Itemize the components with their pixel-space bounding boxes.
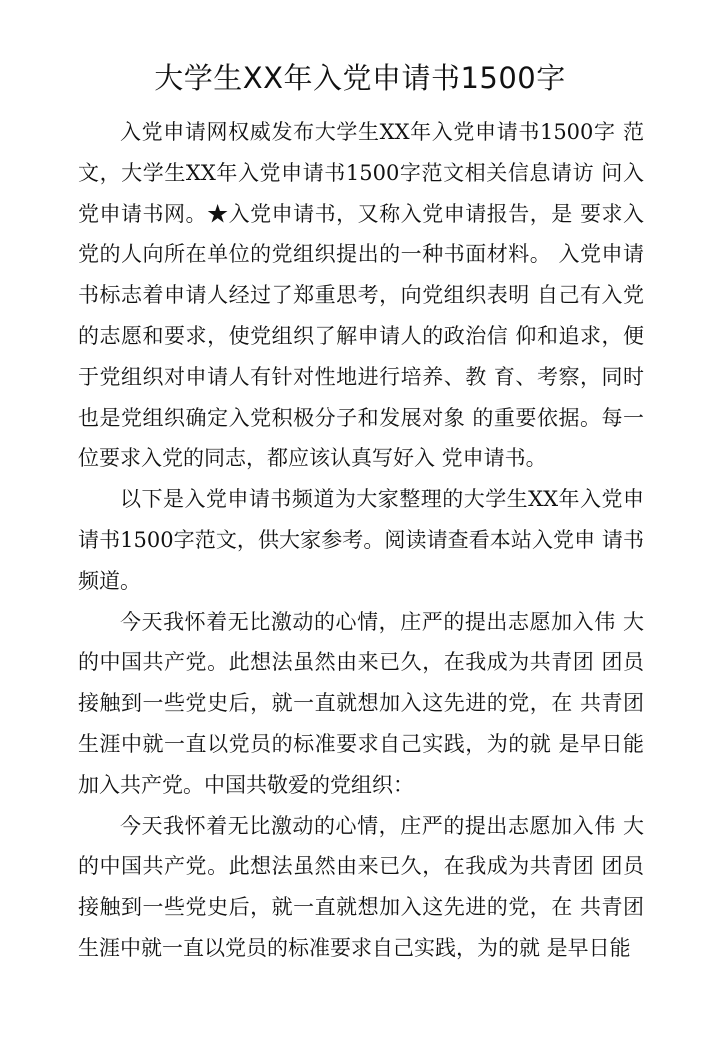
paragraph-1: 入党申请网权威发布大学生XX年入党申请书1500字 范文，大学生XX年入党申请书1500字范文相关信息请访 问入党申请书网。★入党申请书，又称入党申请报告，是 要求入党的人向所在单位的党组织提出的一种书面材料。 入党申请书标志着申请人经过了郑重思考，向党组织表明 自己有入党的志愿和要求，使党组织了解申请人的政治信 仰和追求，便于党组织对申请人有针对性地进行培养、教 育、考察，同时也是党组织确定入党积极分子和发展对象 的重要依据。每一位要求入党的同志，都应该认真写好入 党申请书。 [78,120,644,471]
paragraph-4: 今天我怀着无比激动的心情，庄严的提出志愿加入伟 大的中国共产党。此想法虽然由来已久，在我成为共青团 团员接触到一些党史后，就一直就想加入这先进的党，在 共青团生涯中就一直以党员的标准要求自己实践，为的就 是早日能 [78,813,644,960]
paragraph-3: 今天我怀着无比激动的心情，庄严的提出志愿加入伟 大的中国共产党。此想法虽然由来已久，在我成为共青团 团员接触到一些党史后，就一直就想加入这先进的党，在 共青团生涯中就一直以党员的标准要求自己实践，为的就 是早日能加入共产党。中国共敬爱的党组织： [78,609,644,797]
paragraph-2: 以下是入党申请书频道为大家整理的大学生XX年入党申请书1500字范文，供大家参考。阅读请查看本站入党申 请书频道。 [78,487,644,593]
document-body [78,112,644,969]
document-title: 大学生XX年入党申请书1500字 [154,61,566,95]
